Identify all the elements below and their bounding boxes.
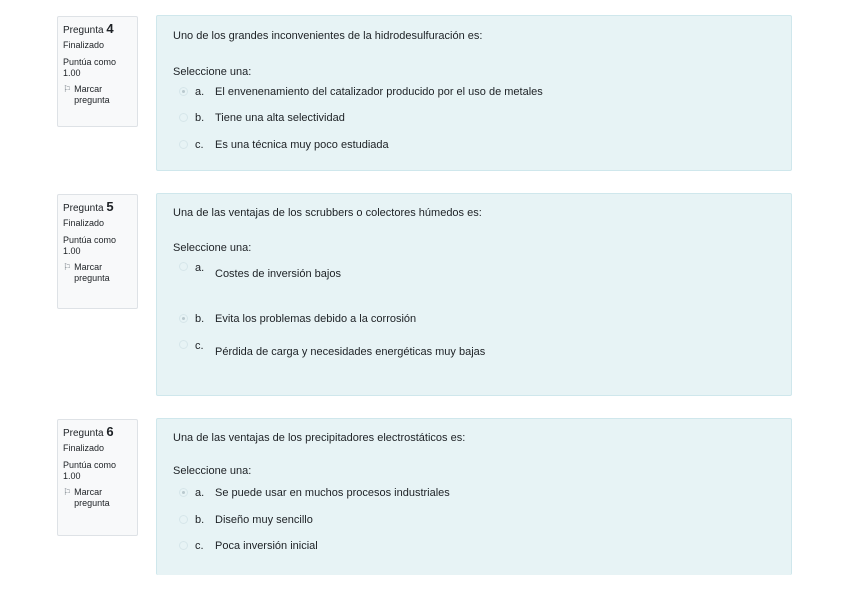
question-state: Finalizado [63, 218, 105, 228]
answer-prompt: Seleccione una: [173, 66, 252, 78]
flag-question-link[interactable] [63, 262, 132, 284]
answer-letter: a. [195, 487, 205, 499]
question-text: Una de las ventajas de los scrubbers o colectores húmedos es: [173, 207, 482, 219]
question-number [63, 23, 132, 37]
answer-letter: b. [195, 313, 205, 325]
answer-option-c[interactable] [179, 540, 318, 552]
question-label: Pregunta [63, 25, 104, 36]
answer-text: Costes de inversión bajos [215, 268, 341, 280]
answer-letter: c. [195, 540, 204, 552]
flag-label-line1: Marcar [74, 487, 103, 497]
radio-button[interactable] [179, 113, 188, 122]
answer-letter: a. [195, 86, 205, 98]
answer-text: Evita los problemas debido a la corrosión [215, 313, 417, 325]
radio-button[interactable] [179, 87, 188, 96]
answer-prompt: Seleccione una: [173, 465, 252, 477]
question-content [156, 193, 792, 396]
question-grade [63, 460, 132, 482]
flag-label-line2: pregunta [74, 498, 110, 508]
radio-button[interactable] [179, 488, 188, 497]
flag-label-line2: pregunta [74, 95, 110, 105]
radio-button[interactable] [179, 340, 188, 349]
radio-button[interactable] [179, 515, 188, 524]
answer-option-c[interactable] [179, 340, 486, 358]
flag-label-line1: Marcar [74, 262, 103, 272]
answer-text: Tiene una alta selectividad [215, 112, 345, 124]
question-state: Finalizado [63, 40, 105, 50]
flag-label-line2: pregunta [74, 273, 110, 283]
question-grade [63, 235, 132, 257]
flag-icon: ⚐ [63, 84, 72, 94]
question-state: Finalizado [63, 443, 105, 453]
answer-text: El envenenamiento del catalizador producido por el uso de metales [215, 86, 543, 98]
flag-question-link[interactable] [63, 84, 132, 106]
question-number [63, 426, 132, 440]
grade-value: 1.00 [63, 246, 81, 256]
answer-letter: a. [195, 262, 205, 274]
answer-option-b[interactable] [179, 112, 345, 124]
grade-value: 1.00 [63, 471, 81, 481]
answer-text: Poca inversión inicial [215, 540, 318, 552]
answer-letter: b. [195, 112, 205, 124]
question-content [156, 15, 792, 171]
answer-option-b[interactable] [179, 313, 416, 325]
radio-button[interactable] [179, 140, 188, 149]
flag-question-link[interactable] [63, 487, 132, 509]
radio-button[interactable] [179, 314, 188, 323]
grade-label: Puntúa como [63, 235, 117, 245]
question-info [57, 194, 138, 309]
answer-letter: c. [195, 139, 204, 151]
answer-option-b[interactable] [179, 514, 313, 526]
question-info [57, 16, 138, 127]
question-number-value: 4 [106, 21, 114, 36]
answer-text: Pérdida de carga y necesidades energéticas muy bajas [215, 346, 486, 358]
answer-letter: c. [195, 340, 204, 352]
grade-label: Puntúa como [63, 460, 117, 470]
flag-icon: ⚐ [63, 262, 72, 272]
question-number-value: 5 [106, 199, 114, 214]
question-number-value: 6 [106, 424, 114, 439]
grade-value: 1.00 [63, 68, 81, 78]
answer-option-c[interactable] [179, 139, 389, 151]
answer-letter: b. [195, 514, 205, 526]
question-text: Uno de los grandes inconvenientes de la hidrodesulfuración es: [173, 30, 483, 42]
radio-button[interactable] [179, 541, 188, 550]
question-label: Pregunta [63, 203, 104, 214]
answer-option-a[interactable] [179, 262, 341, 280]
answer-text: Diseño muy sencillo [215, 514, 313, 526]
answer-option-a[interactable] [179, 86, 543, 98]
question-info [57, 419, 138, 536]
question-number [63, 201, 132, 215]
flag-icon: ⚐ [63, 487, 72, 497]
answer-prompt: Seleccione una: [173, 242, 252, 254]
flag-label-line1: Marcar [74, 84, 103, 94]
question-label: Pregunta [63, 428, 104, 439]
grade-label: Puntúa como [63, 57, 117, 67]
answer-option-a[interactable] [179, 487, 450, 499]
answer-text: Es una técnica muy poco estudiada [215, 139, 389, 151]
radio-button[interactable] [179, 262, 188, 271]
answer-text: Se puede usar en muchos procesos industriales [215, 487, 450, 499]
question-grade [63, 57, 132, 79]
question-content [156, 418, 792, 575]
question-text: Una de las ventajas de los precipitadores electrostáticos es: [173, 432, 466, 444]
